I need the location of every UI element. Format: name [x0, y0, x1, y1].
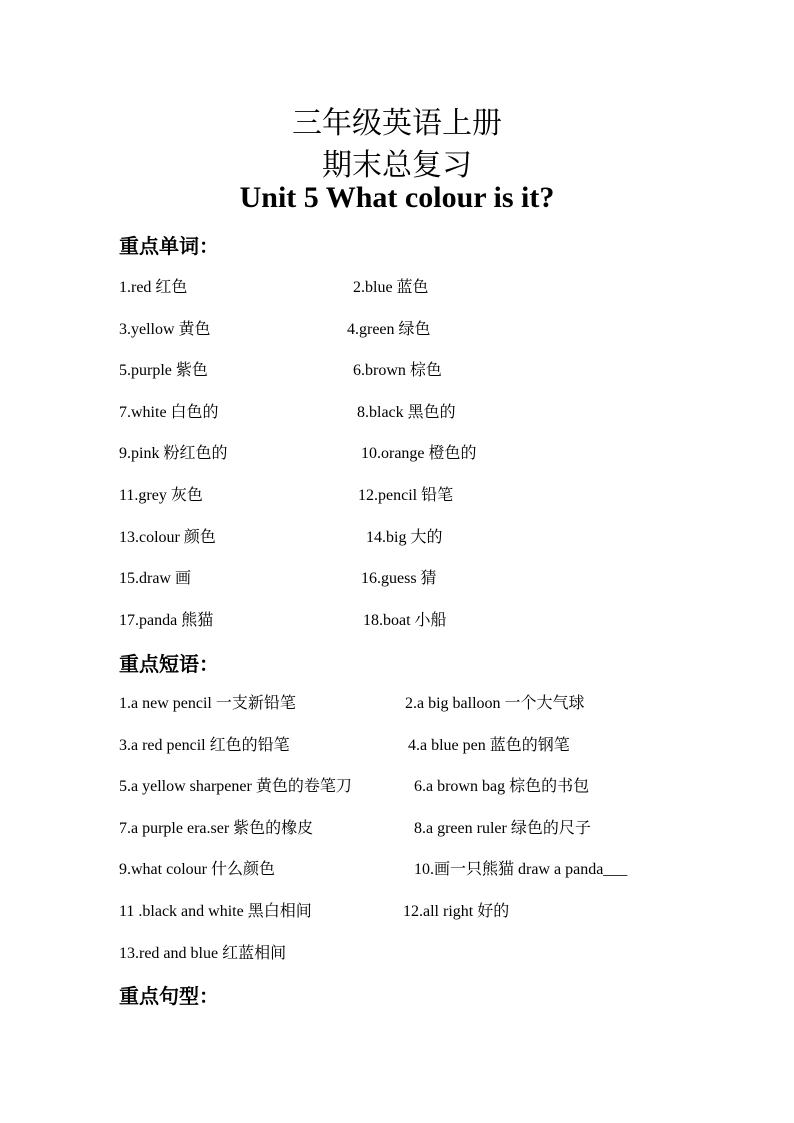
- phrase-row: [0, 732, 794, 754]
- word-item: 15.draw 画: [119, 570, 191, 587]
- word-row: [0, 482, 794, 504]
- phrase-item: 6.a brown bag 棕色的书包: [414, 778, 590, 795]
- word-item: 10.orange 橙色的: [361, 445, 477, 462]
- phrase-row: [0, 690, 794, 712]
- word-item: 16.guess 猜: [361, 570, 437, 587]
- phrase-item: 11 .black and white 黑白相间: [119, 903, 312, 920]
- word-item: 5.purple 紫色: [119, 362, 208, 379]
- word-item: 14.big 大的: [366, 529, 443, 546]
- word-item: 7.white 白色的: [119, 404, 219, 421]
- word-row: [0, 607, 794, 629]
- word-row: [0, 399, 794, 421]
- phrase-row: [0, 815, 794, 837]
- phrase-item: 4.a blue pen 蓝色的钢笔: [408, 737, 570, 754]
- unit-title: Unit 5 What colour is it?: [239, 181, 555, 214]
- word-item: 18.boat 小船: [363, 612, 447, 629]
- phrase-item: 2.a big balloon 一个大气球: [405, 695, 585, 712]
- word-row: [0, 316, 794, 338]
- word-row: [0, 440, 794, 462]
- word-item: 4.green 绿色: [347, 321, 431, 338]
- word-item: 17.panda 熊猫: [119, 612, 214, 629]
- word-item: 6.brown 棕色: [353, 362, 442, 379]
- phrase-row: [0, 856, 794, 878]
- word-row: [0, 274, 794, 296]
- phrase-row: [0, 773, 794, 795]
- word-item: 13.colour 颜色: [119, 529, 216, 546]
- word-row: [0, 565, 794, 587]
- phrase-item: 7.a purple era.ser 紫色的橡皮: [119, 820, 314, 837]
- word-item: 3.yellow 黄色: [119, 321, 211, 338]
- phrase-row: [0, 940, 794, 962]
- word-item: 9.pink 粉红色的: [119, 445, 228, 462]
- phrase-item: 10.画一只熊猫 draw a panda___: [414, 861, 628, 878]
- phrase-item: 3.a red pencil 红色的铅笔: [119, 737, 290, 754]
- phrase-item: 12.all right 好的: [403, 903, 510, 920]
- phrases-heading: 重点短语：: [119, 652, 219, 676]
- word-item: 11.grey 灰色: [119, 487, 203, 504]
- phrase-item: 8.a green ruler 绿色的尺子: [414, 820, 591, 837]
- phrase-item: 9.what colour 什么颜色: [119, 861, 275, 878]
- title-line-2: 期末总复习: [322, 148, 472, 183]
- word-row: [0, 357, 794, 379]
- word-item: 8.black 黑色的: [357, 404, 456, 421]
- title-line-1: 三年级英语上册: [292, 106, 502, 141]
- word-item: 12.pencil 铅笔: [358, 487, 454, 504]
- word-row: [0, 524, 794, 546]
- phrase-row: [0, 898, 794, 920]
- word-item: 1.red 红色: [119, 279, 188, 296]
- words-heading: 重点单词：: [119, 234, 219, 258]
- phrase-item: 5.a yellow sharpener 黄色的卷笔刀: [119, 778, 352, 795]
- phrase-item: 13.red and blue 红蓝相间: [119, 945, 287, 962]
- word-item: 2.blue 蓝色: [353, 279, 429, 296]
- sentences-heading: 重点句型：: [119, 984, 219, 1008]
- phrase-item: 1.a new pencil 一支新铅笔: [119, 695, 296, 712]
